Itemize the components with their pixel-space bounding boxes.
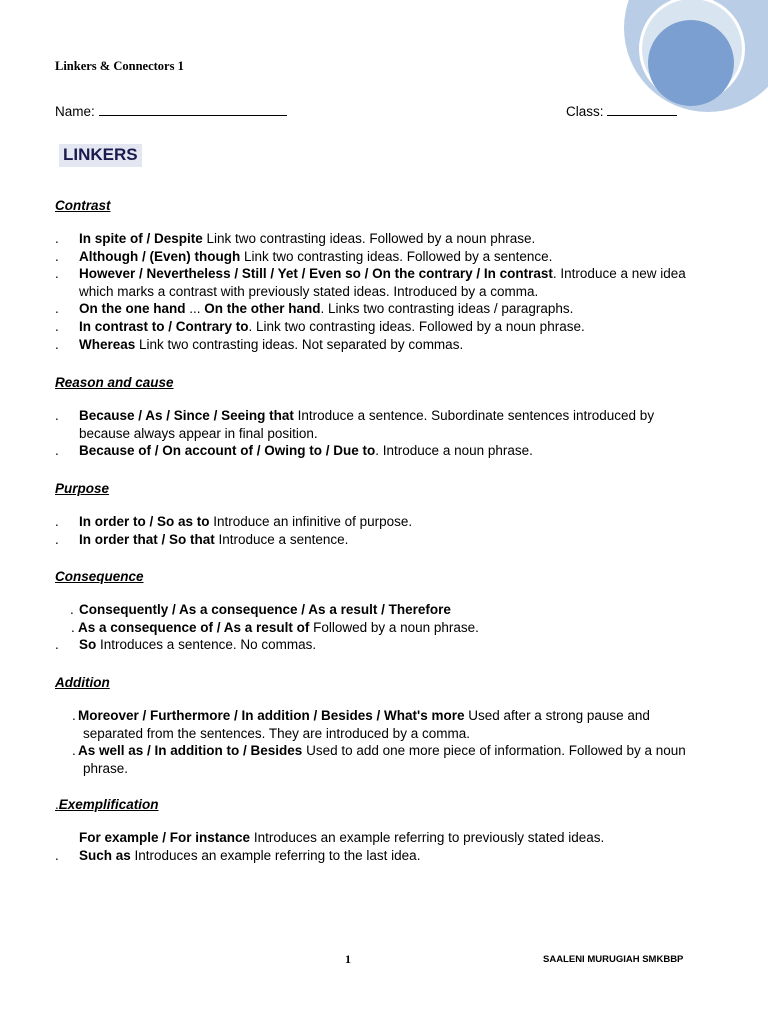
section-heading-row: .Exemplification (55, 797, 159, 812)
list-item: . Because of / On account of / Owing to / Due to. Introduce a noun phrase. (55, 443, 533, 459)
section-heading: Addition (55, 675, 110, 690)
class-field[interactable] (566, 102, 677, 119)
list-item: . In order that / So that Introduce a sentence. (55, 531, 349, 547)
list-item: . So Introduces a sentence. No commas. (55, 637, 317, 653)
list-item: . Consequently / As a consequence / As a result / Therefore (70, 602, 451, 617)
section-purpose (55, 481, 705, 548)
list-item: . Whereas Link two contrasting ideas. Not separated by commas. (55, 336, 464, 352)
section-heading: Consequence (55, 569, 144, 584)
section-contrast (55, 198, 705, 353)
class-label: Class: (566, 104, 604, 119)
list-item: . Moreover / Furthermore / In addition / Besides / What's more Used after a strong pause and separated from the sentences. They are introduced by a comma. (72, 708, 650, 741)
name-label: Name: (55, 104, 95, 119)
list-item: . As well as / In addition to / Besides Used to add one more piece of information. Followed by a noun phrase. (72, 743, 686, 776)
document-title: Linkers & Connectors 1 (55, 59, 184, 73)
list-item: . In spite of / Despite Link two contrasting ideas. Followed by a noun phrase. (55, 231, 536, 246)
section-addition (55, 675, 705, 777)
list-item: . Such as Introduces an example referring to the last idea. (55, 847, 421, 863)
page-number: 1 (345, 952, 351, 966)
section-heading: Purpose (55, 481, 110, 496)
name-field[interactable] (55, 102, 287, 119)
section-reason-cause (55, 375, 705, 460)
list-item: . In contrast to / Contrary to. Link two contrasting ideas. Followed by a noun phrase. (55, 318, 585, 334)
list-item: . However / Nevertheless / Still / Yet / Even so / On the contrary / In contrast. Introduce a new idea which marks a contrast with previously stated ideas. Introduced by a comma. (55, 266, 686, 299)
name-blank[interactable] (99, 102, 287, 116)
section-heading: Reason and cause (55, 375, 174, 390)
section-heading: Exemplification (58, 797, 159, 812)
list-item: . Because / As / Since / Seeing that Introduce a sentence. Subordinate sentences introduced by because always appear in final position. (55, 408, 655, 441)
section-heading: Contrast (55, 198, 111, 213)
list-item: For example / For instance Introduces an example referring to previously stated ideas. (79, 830, 605, 845)
section-exemplification (55, 797, 705, 864)
linkers-banner: LINKERS (59, 144, 142, 167)
section-consequence (55, 569, 705, 654)
footer-author: SAALENI MURUGIAH SMKBBP (543, 954, 684, 965)
list-item: . As a consequence of / As a result of Followed by a noun phrase. (71, 619, 479, 635)
class-blank[interactable] (607, 102, 677, 116)
list-item: . Although / (Even) though Link two contrasting ideas. Followed by a sentence. (55, 248, 553, 264)
list-item: . On the one hand ... On the other hand. Links two contrasting ideas / paragraphs. (55, 301, 574, 317)
list-item: . In order to / So as to Introduce an infinitive of purpose. (55, 514, 413, 529)
